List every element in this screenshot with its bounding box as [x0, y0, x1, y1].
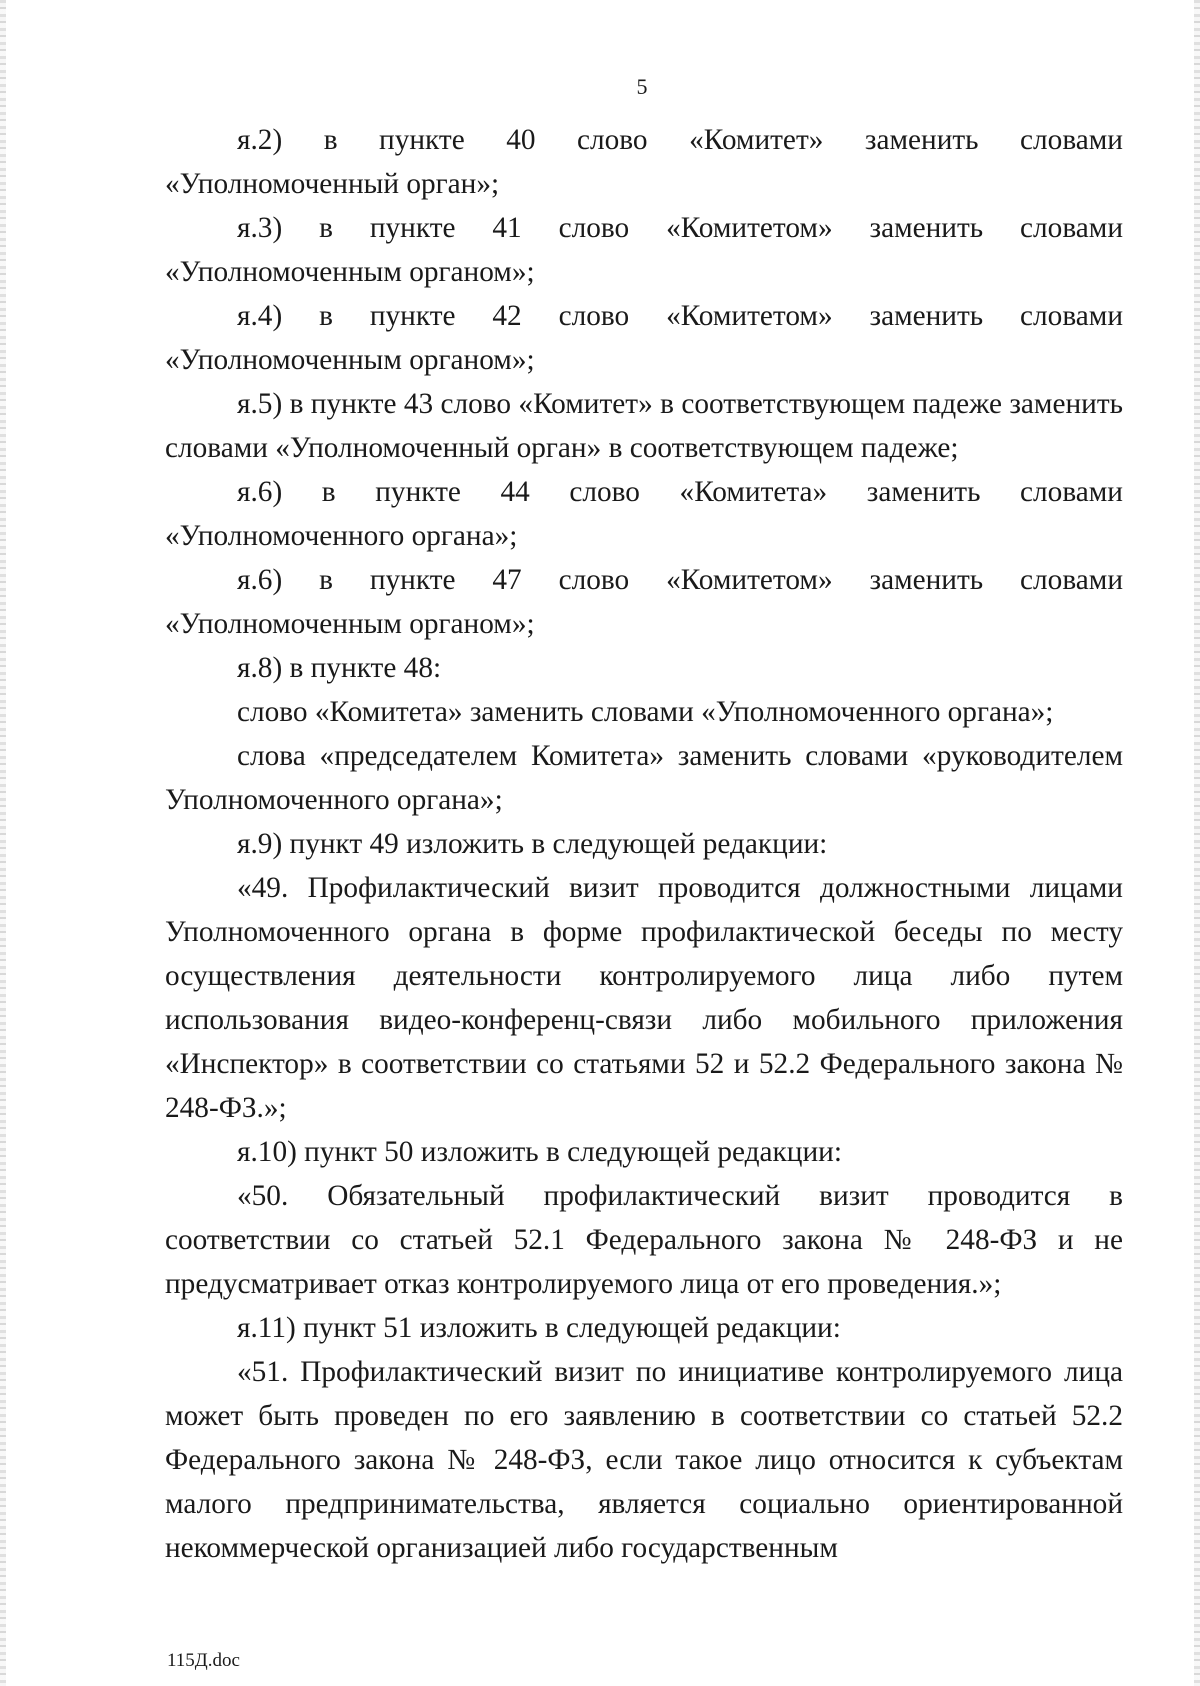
paragraph: слово «Комитета» заменить словами «Уполномоченного органа»; — [237, 696, 1054, 728]
paragraph: я.8) в пункте 48: — [237, 652, 442, 684]
scan-edge-right — [1194, 0, 1200, 1686]
paragraph: я.3) в пункте 41 слово «Комитетом» заменить словами «Уполномоченным органом»; — [165, 212, 1123, 288]
page-number: 5 — [636, 74, 648, 99]
paragraph: я.10) пункт 50 изложить в следующей редакции: — [237, 1136, 842, 1168]
scan-edge-left — [0, 0, 6, 1686]
paragraph: «49. Профилактический визит проводится должностными лицами Уполномоченного органа в форме профилактической беседы по месту осуществления деятельности контролируемого лица либо путем использования видео-конференц-связи либо мобильного приложения «Инспектор» в соответствии со статьями 52 и 52.2 Федерального закона № 248-ФЗ.»; — [165, 872, 1123, 1124]
paragraph: я.11) пункт 51 изложить в следующей редакции: — [237, 1312, 841, 1344]
paragraph: я.6) в пункте 44 слово «Комитета» заменить словами «Уполномоченного органа»; — [165, 476, 1123, 552]
paragraph: «50. Обязательный профилактический визит проводится в соответствии со статьей 52.1 Федерального закона № 248-ФЗ и не предусматривает отказ контролируемого лица от его проведения.»; — [165, 1180, 1123, 1300]
paragraph: я.4) в пункте 42 слово «Комитетом» заменить словами «Уполномоченным органом»; — [165, 300, 1123, 376]
document-body — [165, 118, 1123, 1570]
paragraph: я.9) пункт 49 изложить в следующей редакции: — [237, 828, 828, 860]
paragraph: «51. Профилактический визит по инициативе контролируемого лица может быть проведен по его заявлению в соответствии со статьей 52.2 Федерального закона № 248-ФЗ, если такое лицо относится к субъектам малого предпринимательства, является социально ориентированной некоммерческой организацией либо государственным — [165, 1356, 1123, 1564]
footer-filename: 115Д.doc — [167, 1650, 240, 1671]
paragraph: я.5) в пункте 43 слово «Комитет» в соответствующем падеже заменить словами «Уполномоченный орган» в соответствующем падеже; — [165, 388, 1123, 464]
paragraph: я.2) в пункте 40 слово «Комитет» заменить словами «Уполномоченный орган»; — [165, 124, 1123, 200]
paragraph: слова «председателем Комитета» заменить словами «руководителем Уполномоченного органа»; — [165, 740, 1123, 816]
paragraph: я.6) в пункте 47 слово «Комитетом» заменить словами «Уполномоченным органом»; — [165, 564, 1123, 640]
